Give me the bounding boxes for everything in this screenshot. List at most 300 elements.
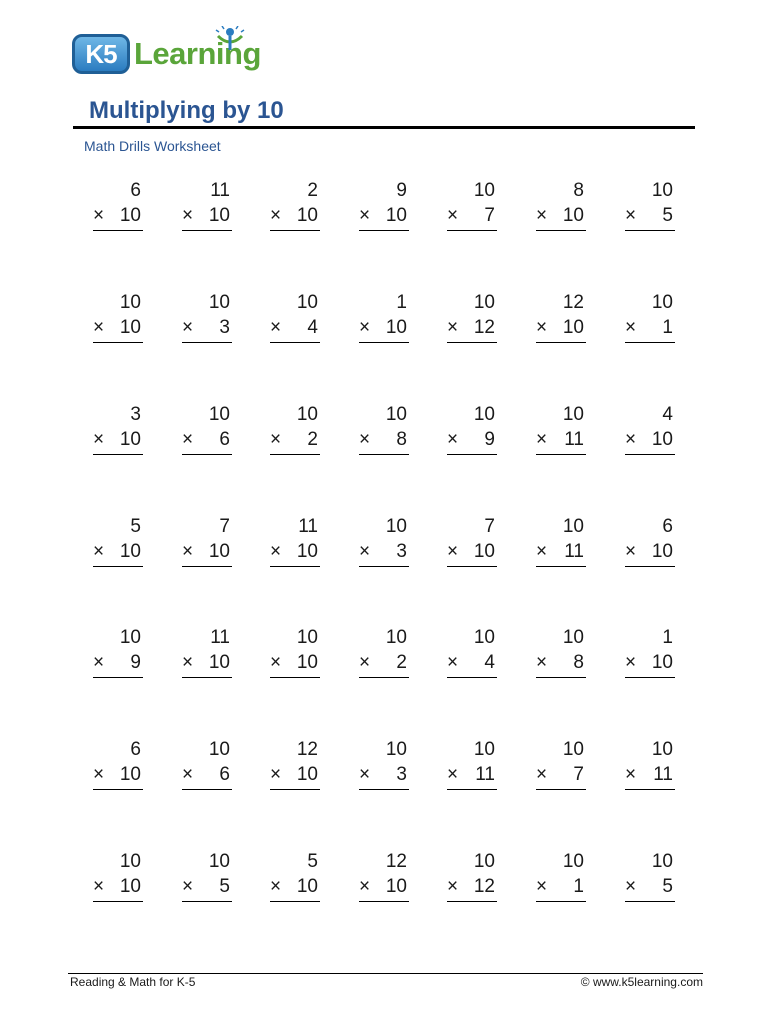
- multiplicand: 10: [562, 739, 584, 760]
- multiplication-problem: [625, 514, 675, 564]
- times-sign: ×: [270, 541, 282, 562]
- multiplier: 8: [396, 429, 407, 450]
- times-sign: ×: [447, 429, 459, 450]
- logo-wordmark: Learning: [134, 36, 261, 71]
- multiplier-line: [625, 650, 673, 675]
- multiplier-line: [182, 762, 230, 787]
- times-sign: ×: [536, 764, 548, 785]
- multiplier-line: [625, 203, 673, 228]
- multiplier: 6: [219, 429, 230, 450]
- logo-badge: K5: [72, 34, 130, 74]
- times-sign: ×: [625, 541, 637, 562]
- answer-line: [182, 230, 232, 231]
- multiplier: 7: [573, 764, 584, 785]
- answer-line: [625, 230, 675, 231]
- answer-line: [447, 677, 497, 678]
- multiplication-problem: [447, 402, 497, 452]
- answer-line: [625, 901, 675, 902]
- times-sign: ×: [359, 317, 371, 338]
- multiplication-problem: [93, 290, 143, 340]
- multiplicand: 10: [473, 180, 495, 201]
- multiplier: 1: [662, 317, 673, 338]
- answer-line: [93, 342, 143, 343]
- answer-line: [359, 566, 409, 567]
- multiplication-problem: [93, 849, 143, 899]
- multiplicand: 12: [385, 851, 407, 872]
- multiplier-line: [182, 874, 230, 899]
- times-sign: ×: [270, 205, 282, 226]
- answer-line: [536, 789, 586, 790]
- times-sign: ×: [359, 876, 371, 897]
- multiplier-line: [93, 203, 141, 228]
- multiplicand: 5: [307, 851, 318, 872]
- multiplication-problem: [359, 849, 409, 899]
- multiplicand: 8: [573, 180, 584, 201]
- multiplier-line: [536, 874, 584, 899]
- multiplier-line: [93, 315, 141, 340]
- answer-line: [182, 454, 232, 455]
- multiplier: 10: [296, 652, 318, 673]
- multiplicand: 10: [385, 627, 407, 648]
- multiplier-line: [536, 539, 584, 564]
- times-sign: ×: [447, 541, 459, 562]
- multiplication-problem: [625, 402, 675, 452]
- multiplicand: 10: [208, 404, 230, 425]
- multiplier-line: [93, 539, 141, 564]
- multiplicand: 10: [385, 516, 407, 537]
- multiplication-problem: [182, 849, 232, 899]
- multiplier-line: [536, 762, 584, 787]
- answer-line: [536, 566, 586, 567]
- multiplier-line: [447, 874, 495, 899]
- times-sign: ×: [625, 764, 637, 785]
- multiplication-problem: [93, 625, 143, 675]
- multiplier-line: [93, 427, 141, 452]
- times-sign: ×: [182, 652, 194, 673]
- multiplier: 3: [396, 764, 407, 785]
- times-sign: ×: [182, 429, 194, 450]
- multiplication-problem: [182, 178, 232, 228]
- multiplication-problem: [536, 402, 586, 452]
- multiplication-problem: [270, 625, 320, 675]
- multiplier-line: [625, 427, 673, 452]
- multiplier: 11: [653, 764, 673, 785]
- times-sign: ×: [93, 429, 105, 450]
- times-sign: ×: [536, 429, 548, 450]
- multiplier-line: [270, 203, 318, 228]
- times-sign: ×: [270, 429, 282, 450]
- multiplier: 10: [119, 317, 141, 338]
- multiplier-line: [182, 315, 230, 340]
- multiplicand: 1: [396, 292, 407, 313]
- multiplier-line: [182, 203, 230, 228]
- multiplicand: 10: [473, 292, 495, 313]
- multiplicand: 4: [662, 404, 673, 425]
- multiplier: 5: [662, 205, 673, 226]
- multiplicand: 6: [130, 739, 141, 760]
- multiplication-problem: [182, 402, 232, 452]
- times-sign: ×: [536, 876, 548, 897]
- multiplier-line: [359, 539, 407, 564]
- answer-line: [182, 342, 232, 343]
- multiplier: 5: [662, 876, 673, 897]
- answer-line: [536, 677, 586, 678]
- multiplier: 10: [119, 764, 141, 785]
- multiplicand: 10: [208, 739, 230, 760]
- multiplication-problem: [447, 737, 497, 787]
- answer-line: [359, 342, 409, 343]
- multiplication-problem: [270, 737, 320, 787]
- multiplier-line: [625, 315, 673, 340]
- multiplier: 10: [562, 205, 584, 226]
- multiplier: 10: [119, 541, 141, 562]
- multiplicand: 10: [385, 739, 407, 760]
- multiplication-problem: [536, 178, 586, 228]
- answer-line: [625, 454, 675, 455]
- multiplication-problem: [625, 625, 675, 675]
- multiplier-line: [270, 874, 318, 899]
- multiplicand: 10: [296, 627, 318, 648]
- multiplier-line: [447, 539, 495, 564]
- answer-line: [270, 342, 320, 343]
- times-sign: ×: [93, 764, 105, 785]
- multiplier: 10: [296, 541, 318, 562]
- answer-line: [93, 230, 143, 231]
- multiplication-problem: [270, 849, 320, 899]
- multiplication-problem: [93, 402, 143, 452]
- multiplier-line: [270, 762, 318, 787]
- multiplicand: 10: [562, 516, 584, 537]
- answer-line: [536, 901, 586, 902]
- multiplier: 5: [219, 876, 230, 897]
- multiplication-problem: [359, 737, 409, 787]
- multiplier: 10: [208, 652, 230, 673]
- footer-divider: [68, 973, 703, 974]
- multiplication-problem: [359, 290, 409, 340]
- multiplicand: 5: [130, 516, 141, 537]
- multiplier-line: [359, 315, 407, 340]
- answer-line: [93, 677, 143, 678]
- multiplicand: 10: [208, 851, 230, 872]
- times-sign: ×: [270, 317, 282, 338]
- multiplicand: 10: [473, 627, 495, 648]
- multiplier: 4: [484, 652, 495, 673]
- multiplication-problem: [270, 514, 320, 564]
- multiplicand: 10: [473, 404, 495, 425]
- multiplication-problem: [536, 849, 586, 899]
- multiplicand: 10: [651, 292, 673, 313]
- multiplier-line: [536, 203, 584, 228]
- multiplier: 10: [296, 205, 318, 226]
- multiplier: 2: [396, 652, 407, 673]
- multiplier: 11: [564, 429, 584, 450]
- answer-line: [359, 789, 409, 790]
- times-sign: ×: [182, 541, 194, 562]
- multiplicand: 2: [307, 180, 318, 201]
- multiplicand: 10: [119, 627, 141, 648]
- answer-line: [182, 566, 232, 567]
- multiplicand: 10: [473, 851, 495, 872]
- multiplication-problem: [182, 514, 232, 564]
- multiplier-line: [625, 762, 673, 787]
- times-sign: ×: [359, 429, 371, 450]
- multiplication-problem: [270, 402, 320, 452]
- times-sign: ×: [447, 652, 459, 673]
- answer-line: [270, 677, 320, 678]
- footer-tagline: Reading & Math for K-5: [70, 975, 196, 989]
- multiplicand: 10: [562, 404, 584, 425]
- multiplier: 10: [473, 541, 495, 562]
- multiplier: 3: [396, 541, 407, 562]
- times-sign: ×: [182, 317, 194, 338]
- multiplicand: 7: [484, 516, 495, 537]
- multiplication-problem: [359, 514, 409, 564]
- multiplier-line: [447, 650, 495, 675]
- times-sign: ×: [359, 652, 371, 673]
- multiplication-problem: [359, 178, 409, 228]
- multiplier: 10: [119, 876, 141, 897]
- times-sign: ×: [625, 876, 637, 897]
- multiplicand: 9: [396, 180, 407, 201]
- multiplicand: 10: [651, 180, 673, 201]
- answer-line: [447, 901, 497, 902]
- times-sign: ×: [536, 317, 548, 338]
- times-sign: ×: [270, 652, 282, 673]
- multiplication-problem: [359, 625, 409, 675]
- times-sign: ×: [447, 764, 459, 785]
- multiplier: 1: [573, 876, 584, 897]
- multiplier: 10: [296, 764, 318, 785]
- multiplier: 10: [208, 541, 230, 562]
- multiplicand: 11: [210, 180, 230, 201]
- multiplier-line: [270, 427, 318, 452]
- multiplier: 10: [562, 317, 584, 338]
- multiplication-problem: [536, 625, 586, 675]
- multiplication-problem: [182, 737, 232, 787]
- answer-line: [536, 342, 586, 343]
- multiplier: 8: [573, 652, 584, 673]
- multiplication-problem: [447, 290, 497, 340]
- answer-line: [447, 454, 497, 455]
- multiplication-problem: [182, 290, 232, 340]
- multiplication-problem: [93, 514, 143, 564]
- multiplier-line: [270, 539, 318, 564]
- multiplier-line: [93, 874, 141, 899]
- multiplicand: 12: [296, 739, 318, 760]
- multiplier: 11: [475, 764, 495, 785]
- multiplication-problem: [625, 737, 675, 787]
- times-sign: ×: [359, 205, 371, 226]
- times-sign: ×: [93, 541, 105, 562]
- times-sign: ×: [270, 764, 282, 785]
- multiplicand: 6: [662, 516, 673, 537]
- times-sign: ×: [93, 205, 105, 226]
- times-sign: ×: [625, 205, 637, 226]
- answer-line: [447, 230, 497, 231]
- multiplication-problem: [536, 514, 586, 564]
- answer-line: [93, 454, 143, 455]
- multiplier: 3: [219, 317, 230, 338]
- multiplier-line: [182, 539, 230, 564]
- times-sign: ×: [270, 876, 282, 897]
- answer-line: [270, 454, 320, 455]
- multiplier: 2: [307, 429, 318, 450]
- multiplication-problem: [536, 290, 586, 340]
- multiplicand: 10: [208, 292, 230, 313]
- multiplicand: 7: [219, 516, 230, 537]
- multiplier-line: [625, 539, 673, 564]
- multiplication-problem: [625, 849, 675, 899]
- times-sign: ×: [625, 429, 637, 450]
- multiplier-line: [93, 650, 141, 675]
- answer-line: [536, 454, 586, 455]
- multiplicand: 6: [130, 180, 141, 201]
- times-sign: ×: [447, 205, 459, 226]
- answer-line: [182, 789, 232, 790]
- answer-line: [625, 342, 675, 343]
- multiplicand: 10: [651, 851, 673, 872]
- times-sign: ×: [93, 876, 105, 897]
- answer-line: [359, 230, 409, 231]
- multiplier: 4: [307, 317, 318, 338]
- multiplier: 10: [385, 876, 407, 897]
- answer-line: [270, 566, 320, 567]
- multiplier: 9: [130, 652, 141, 673]
- times-sign: ×: [359, 541, 371, 562]
- multiplier: 11: [564, 541, 584, 562]
- multiplier-line: [359, 762, 407, 787]
- page-subtitle: Math Drills Worksheet: [84, 138, 221, 154]
- multiplier-line: [447, 762, 495, 787]
- multiplicand: 10: [562, 851, 584, 872]
- answer-line: [447, 566, 497, 567]
- times-sign: ×: [182, 205, 194, 226]
- times-sign: ×: [93, 652, 105, 673]
- multiplier: 9: [484, 429, 495, 450]
- multiplication-problem: [536, 737, 586, 787]
- multiplier-line: [447, 315, 495, 340]
- multiplication-problem: [625, 290, 675, 340]
- multiplier-line: [536, 315, 584, 340]
- times-sign: ×: [447, 876, 459, 897]
- multiplicand: 10: [296, 292, 318, 313]
- multiplication-problem: [270, 290, 320, 340]
- multiplicand: 10: [651, 739, 673, 760]
- multiplier: 7: [484, 205, 495, 226]
- answer-line: [625, 566, 675, 567]
- answer-line: [447, 789, 497, 790]
- answer-line: [270, 789, 320, 790]
- multiplier: 10: [385, 317, 407, 338]
- multiplier-line: [182, 650, 230, 675]
- multiplier-line: [625, 874, 673, 899]
- answer-line: [93, 789, 143, 790]
- times-sign: ×: [182, 764, 194, 785]
- multiplier: 10: [651, 652, 673, 673]
- multiplicand: 10: [119, 851, 141, 872]
- multiplicand: 10: [119, 292, 141, 313]
- answer-line: [447, 342, 497, 343]
- answer-line: [359, 454, 409, 455]
- multiplicand: 10: [296, 404, 318, 425]
- multiplier-line: [93, 762, 141, 787]
- multiplication-problem: [359, 402, 409, 452]
- footer-copyright: © www.k5learning.com: [580, 975, 703, 989]
- multiplier-line: [447, 427, 495, 452]
- times-sign: ×: [625, 317, 637, 338]
- answer-line: [270, 901, 320, 902]
- multiplication-problem: [447, 514, 497, 564]
- page-title: Multiplying by 10: [89, 97, 284, 124]
- times-sign: ×: [447, 317, 459, 338]
- multiplication-problem: [447, 625, 497, 675]
- multiplicand: 11: [298, 516, 318, 537]
- times-sign: ×: [536, 652, 548, 673]
- answer-line: [93, 901, 143, 902]
- multiplier-line: [270, 650, 318, 675]
- multiplicand: 10: [473, 739, 495, 760]
- answer-line: [359, 901, 409, 902]
- multiplicand: 10: [385, 404, 407, 425]
- multiplication-problem: [93, 737, 143, 787]
- multiplier-line: [182, 427, 230, 452]
- multiplier: 10: [119, 429, 141, 450]
- times-sign: ×: [359, 764, 371, 785]
- multiplication-problem: [182, 625, 232, 675]
- multiplier-line: [359, 203, 407, 228]
- multiplicand: 1: [662, 627, 673, 648]
- times-sign: ×: [536, 205, 548, 226]
- multiplier-line: [359, 427, 407, 452]
- multiplicand: 11: [210, 627, 230, 648]
- times-sign: ×: [536, 541, 548, 562]
- multiplier-line: [359, 874, 407, 899]
- times-sign: ×: [625, 652, 637, 673]
- multiplier: 10: [296, 876, 318, 897]
- answer-line: [625, 789, 675, 790]
- multiplication-problem: [625, 178, 675, 228]
- answer-line: [625, 677, 675, 678]
- multiplier-line: [270, 315, 318, 340]
- multiplier: 10: [385, 205, 407, 226]
- answer-line: [182, 677, 232, 678]
- multiplier: 12: [473, 876, 495, 897]
- answer-line: [182, 901, 232, 902]
- multiplier: 10: [208, 205, 230, 226]
- multiplicand: 3: [130, 404, 141, 425]
- multiplier-line: [536, 650, 584, 675]
- multiplier-line: [447, 203, 495, 228]
- answer-line: [93, 566, 143, 567]
- multiplier: 10: [651, 541, 673, 562]
- times-sign: ×: [182, 876, 194, 897]
- multiplier: 12: [473, 317, 495, 338]
- multiplier-line: [536, 427, 584, 452]
- times-sign: ×: [93, 317, 105, 338]
- multiplication-problem: [447, 849, 497, 899]
- multiplier-line: [359, 650, 407, 675]
- multiplicand: 10: [562, 627, 584, 648]
- answer-line: [270, 230, 320, 231]
- multiplication-problem: [270, 178, 320, 228]
- multiplication-problem: [93, 178, 143, 228]
- answer-line: [536, 230, 586, 231]
- multiplier: 10: [651, 429, 673, 450]
- multiplication-problem: [447, 178, 497, 228]
- multiplier: 6: [219, 764, 230, 785]
- multiplicand: 12: [562, 292, 584, 313]
- multiplier: 10: [119, 205, 141, 226]
